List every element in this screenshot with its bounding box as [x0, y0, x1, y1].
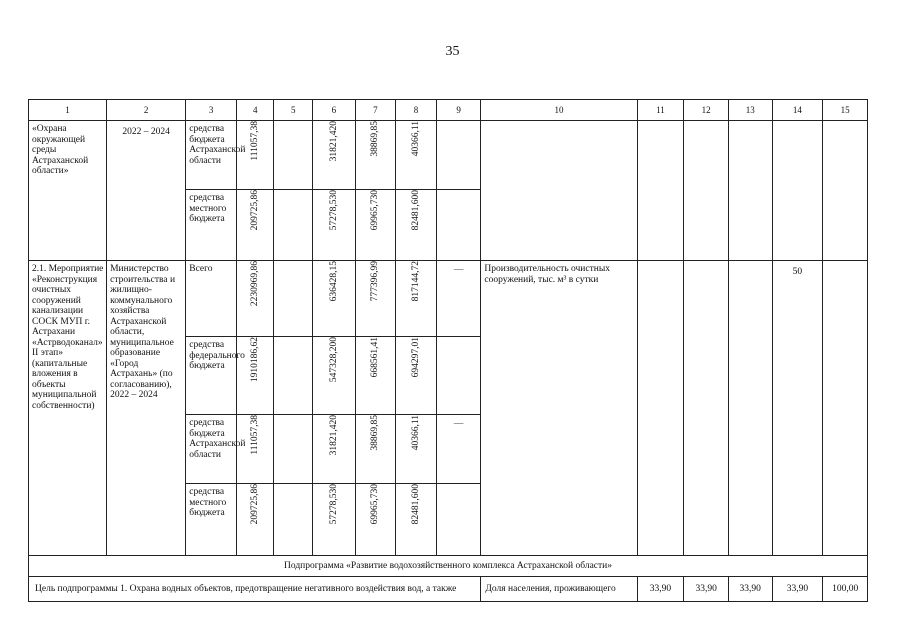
col-header: 5	[274, 100, 313, 121]
value-cell: 33,90	[772, 577, 823, 602]
goal-row	[29, 577, 868, 602]
empty-cell	[823, 261, 868, 556]
value-cell: 31821,420	[313, 415, 356, 484]
col-header: 9	[436, 100, 481, 121]
col-header: 7	[355, 100, 396, 121]
empty-cell	[823, 121, 868, 261]
empty-cell	[684, 121, 729, 261]
empty-cell	[274, 190, 313, 261]
empty-cell	[436, 190, 481, 261]
executor: Министерство строительства и жилищно-коммунального хозяйства Астраханской области, муниципальное образование «Город Астрахань» (по согласованию), 2022 – 2024	[107, 261, 186, 556]
value-cell: 2230969,86	[236, 261, 274, 337]
subprogram-title: Подпрограмма «Развитие водохозяйственного комплекса Астраханской области»	[29, 556, 868, 577]
value-cell: 209725,86	[236, 484, 274, 556]
dash-cell: —	[436, 415, 481, 484]
empty-cell	[772, 121, 823, 261]
funding-source: средства местного бюджета	[186, 190, 237, 261]
empty-cell	[274, 121, 313, 190]
empty-cell	[637, 261, 684, 556]
empty-cell	[274, 415, 313, 484]
funding-source: Всего	[186, 261, 237, 337]
value-cell: 33,90	[637, 577, 684, 602]
value-cell: 111057,38	[236, 121, 274, 190]
empty-cell	[274, 261, 313, 337]
empty-cell	[684, 261, 729, 556]
value-cell: 547328,200	[313, 337, 356, 415]
col-header: 11	[637, 100, 684, 121]
subprogram-row	[29, 556, 868, 577]
col-header: 2	[107, 100, 186, 121]
header-row	[29, 100, 868, 121]
empty-cell	[436, 337, 481, 415]
col-header: 15	[823, 100, 868, 121]
col-header: 8	[396, 100, 437, 121]
dash-cell: —	[436, 261, 481, 337]
value-cell: 57278,530	[313, 190, 356, 261]
col-header: 4	[236, 100, 274, 121]
value-cell: 694297,01	[396, 337, 437, 415]
indicator-value: 50	[772, 261, 823, 556]
value-cell: 57278,530	[313, 484, 356, 556]
empty-cell	[481, 121, 637, 261]
table-row	[29, 261, 868, 337]
value-cell: 636428,15	[313, 261, 356, 337]
empty-cell	[436, 121, 481, 190]
empty-cell	[728, 121, 772, 261]
value-cell: 668561,41	[355, 337, 396, 415]
empty-cell	[274, 484, 313, 556]
col-header: 12	[684, 100, 729, 121]
empty-cell	[728, 261, 772, 556]
value-cell: 100,00	[823, 577, 868, 602]
goal-text: Цель подпрограммы 1. Охрана водных объектов, предотвращение негативного воздействия вод, а также	[29, 577, 481, 602]
value-cell: 69965,730	[355, 484, 396, 556]
funding-source: средства местного бюджета	[186, 484, 237, 556]
value-cell: 817144,72	[396, 261, 437, 337]
value-cell: 33,90	[728, 577, 772, 602]
empty-cell	[436, 484, 481, 556]
col-header: 3	[186, 100, 237, 121]
value-cell: 777396,99	[355, 261, 396, 337]
value-cell: 82481,600	[396, 190, 437, 261]
indicator-text: Доля населения, проживающего	[481, 577, 637, 602]
value-cell: 31821,420	[313, 121, 356, 190]
col-header: 13	[728, 100, 772, 121]
value-cell: 82481,600	[396, 484, 437, 556]
col-header: 6	[313, 100, 356, 121]
empty-cell	[637, 121, 684, 261]
col-header: 10	[481, 100, 637, 121]
value-cell: 38869,85	[355, 121, 396, 190]
program-table	[28, 99, 868, 602]
col-header: 1	[29, 100, 107, 121]
value-cell: 38869,85	[355, 415, 396, 484]
program-name: «Охрана окружающей среды Астраханской области»	[29, 121, 107, 261]
funding-source: средства бюджета Астраханской области	[186, 415, 237, 484]
funding-source: средства федерального бюджета	[186, 337, 237, 415]
value-cell: 40366,11	[396, 415, 437, 484]
value-cell: 209725,86	[236, 190, 274, 261]
value-cell: 40366,11	[396, 121, 437, 190]
value-cell: 111057,38	[236, 415, 274, 484]
value-cell: 1910186,62	[236, 337, 274, 415]
col-header: 14	[772, 100, 823, 121]
value-cell: 33,90	[684, 577, 729, 602]
table-row	[29, 121, 868, 190]
indicator-name: Производительность очистных сооружений, тыс. м³ в сутки	[481, 261, 637, 556]
empty-cell	[274, 337, 313, 415]
value-cell: 69965,730	[355, 190, 396, 261]
measure-name: 2.1. Мероприятие «Реконструкция очистных сооружений канализации СОСК МУП г. Астрахани «Астрводоканал» II этап» (капитальные вложения в объекты муниципальной собственности)	[29, 261, 107, 556]
funding-source: средства бюджета Астраханской области	[186, 121, 237, 190]
period: 2022 – 2024	[107, 121, 186, 261]
page-number: 35	[445, 44, 460, 59]
